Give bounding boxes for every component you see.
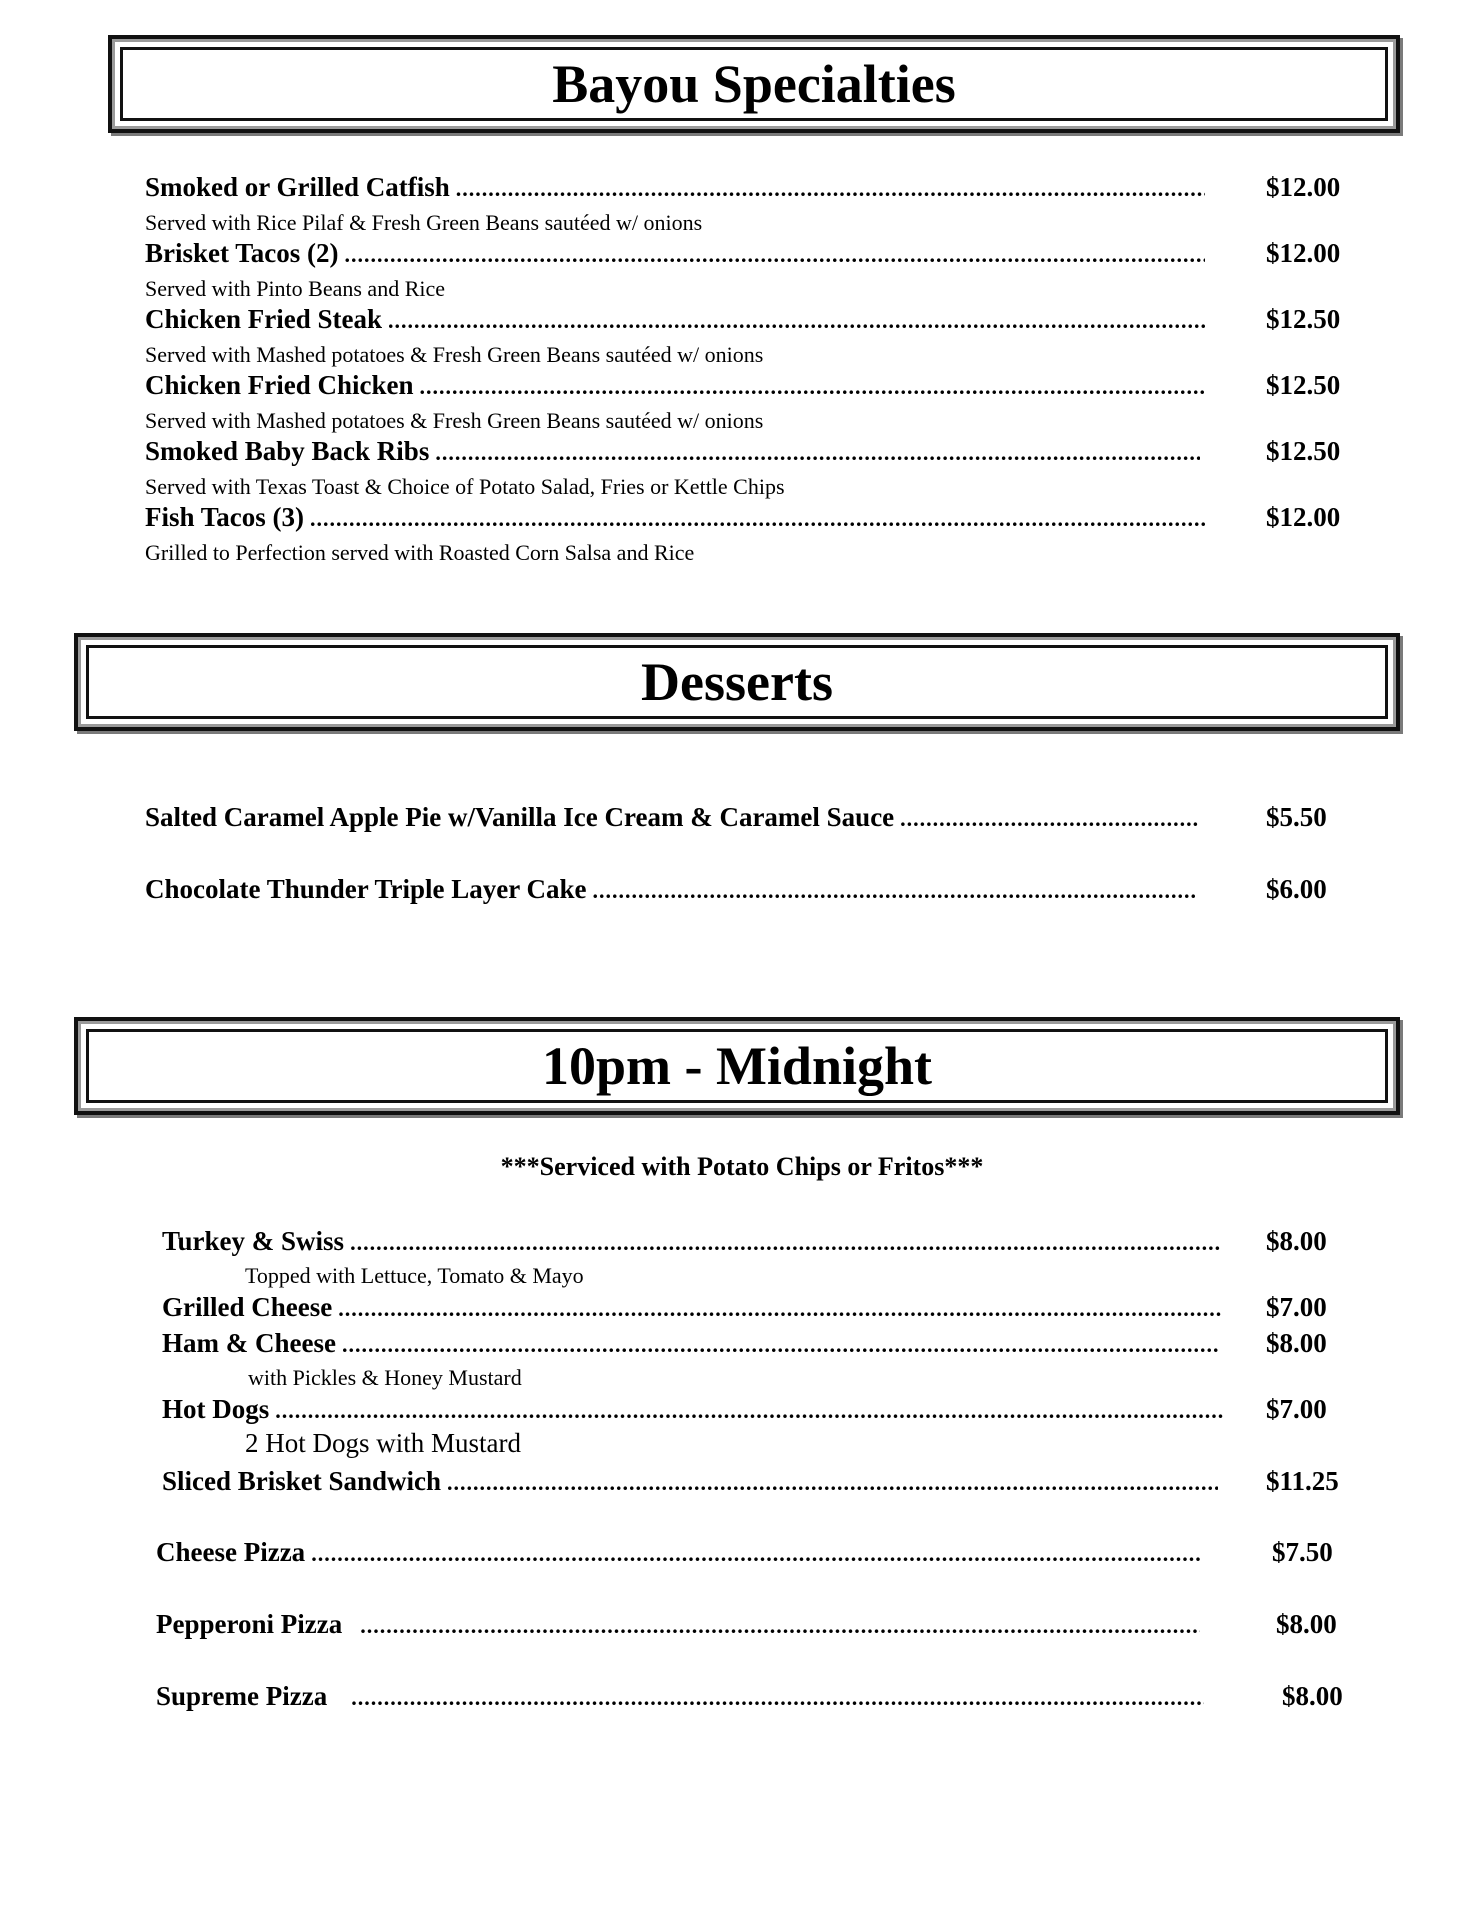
item-name: Chocolate Thunder Triple Layer Cake [145, 874, 587, 904]
item-price: $12.50 [1266, 436, 1341, 466]
item-name: Pepperoni Pizza [156, 1609, 343, 1639]
item-name: Chicken Fried Steak [145, 304, 383, 334]
item-name: Chicken Fried Chicken [145, 370, 414, 400]
item-price: $7.00 [1266, 1394, 1327, 1424]
item-price: $12.50 [1266, 370, 1341, 400]
desserts-title: Desserts [641, 652, 833, 712]
item-price: $7.00 [1266, 1292, 1327, 1322]
late-night-title: 10pm - Midnight [541, 1036, 933, 1096]
item-description: Served with Rice Pilaf & Fresh Green Beans sautéed w/ onions [145, 210, 703, 235]
item-description: Served with Mashed potatoes & Fresh Green Beans sautéed w/ onions [145, 342, 764, 367]
item-price: $5.50 [1266, 802, 1327, 832]
item-description: Served with Texas Toast & Choice of Potato Salad, Fries or Kettle Chips [145, 474, 785, 499]
bayou-title: Bayou Specialties [552, 54, 956, 114]
item-name: Smoked Baby Back Ribs [145, 436, 430, 466]
item-price: $8.00 [1276, 1609, 1337, 1639]
item-price: $6.00 [1266, 874, 1327, 904]
item-description: Grilled to Perfection served with Roasted Corn Salsa and Rice [145, 540, 695, 565]
item-name: Sliced Brisket Sandwich [162, 1466, 442, 1496]
item-name: Ham & Cheese [162, 1328, 336, 1358]
item-description: Topped with Lettuce, Tomato & Mayo [245, 1263, 584, 1288]
item-name: Grilled Cheese [162, 1292, 333, 1322]
item-price: $12.00 [1266, 238, 1341, 268]
bayou-banner [108, 35, 1400, 133]
item-name: Smoked or Grilled Catfish [145, 172, 450, 202]
item-name: Supreme Pizza [156, 1681, 328, 1711]
item-description: with Pickles & Honey Mustard [248, 1365, 522, 1390]
item-price: $7.50 [1272, 1537, 1333, 1567]
item-description: Served with Pinto Beans and Rice [145, 276, 446, 301]
item-price: $12.00 [1266, 172, 1341, 202]
item-price: $11.25 [1266, 1466, 1339, 1496]
item-price: $8.00 [1266, 1328, 1327, 1358]
item-description: 2 Hot Dogs with Mustard [245, 1428, 521, 1458]
item-name: Salted Caramel Apple Pie w/Vanilla Ice Cream & Caramel Sauce [145, 802, 895, 832]
item-name: Fish Tacos (3) [145, 502, 305, 532]
late-night-note: ***Serviced with Potato Chips or Fritos*** [500, 1152, 984, 1181]
item-name: Turkey & Swiss [162, 1226, 345, 1256]
item-name: Hot Dogs [162, 1394, 270, 1424]
desserts-banner [74, 633, 1400, 731]
late-night-banner [74, 1017, 1400, 1115]
item-price: $12.50 [1266, 304, 1341, 334]
item-name: Cheese Pizza [156, 1537, 306, 1567]
item-price: $8.00 [1266, 1226, 1327, 1256]
item-price: $8.00 [1282, 1681, 1343, 1711]
item-name: Brisket Tacos (2) [145, 238, 339, 268]
item-price: $12.00 [1266, 502, 1341, 532]
item-description: Served with Mashed potatoes & Fresh Green Beans sautéed w/ onions [145, 408, 764, 433]
